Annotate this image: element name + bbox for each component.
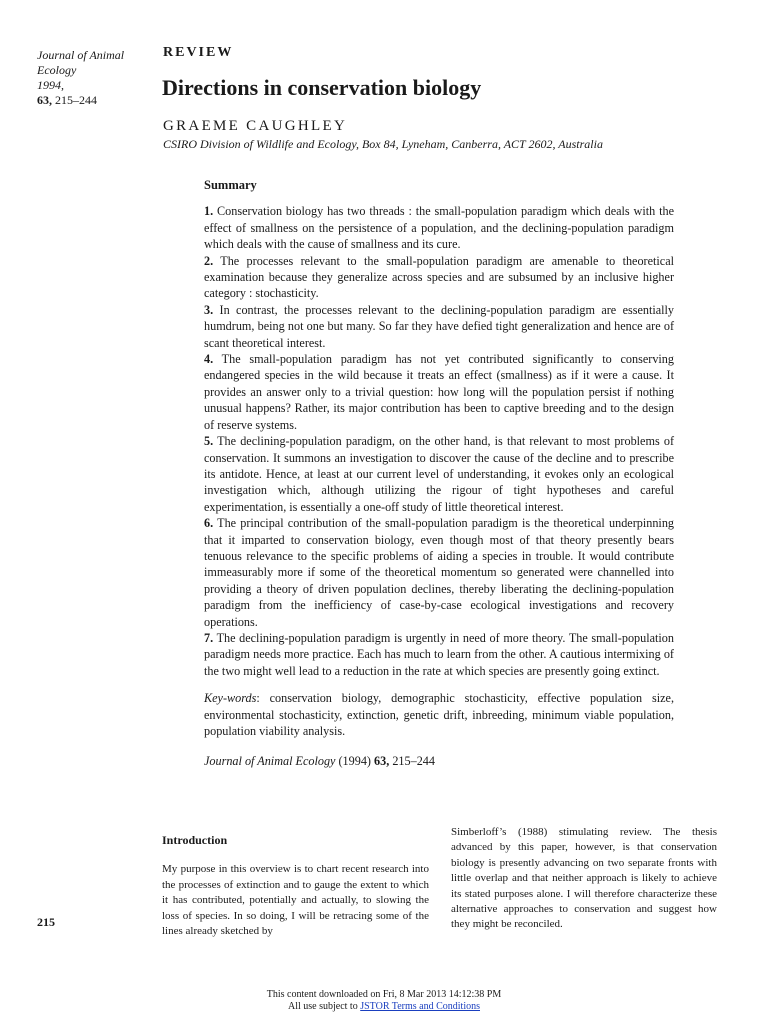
jstor-terms-link[interactable]: JSTOR Terms and Conditions	[360, 1001, 480, 1012]
summary-point-5	[204, 433, 674, 515]
journal-name: Journal of Animal Ecology	[37, 48, 125, 77]
summary-point-3	[204, 302, 674, 351]
summary-point-number: 1.	[204, 204, 214, 219]
download-footer	[0, 989, 768, 1013]
summary-section	[204, 177, 674, 770]
keywords-text: : conservation biology, demographic stochasticity, effective population size, environmental stochasticity, extinction, genetic drift, inbreeding, minimum viable population, population viability analysis.	[204, 691, 674, 738]
summary-point-1	[204, 203, 674, 252]
author-name: GRAEME CAUGHLEY	[163, 118, 348, 134]
summary-point-number: 7.	[204, 630, 214, 645]
keywords	[204, 690, 674, 739]
summary-heading: Summary	[204, 178, 257, 192]
summary-point-number: 2.	[204, 253, 214, 268]
summary-point-7	[204, 630, 674, 679]
summary-point-number: 3.	[204, 302, 214, 317]
summary-point-number: 6.	[204, 516, 214, 531]
citation-line	[204, 753, 674, 769]
summary-point-text: The small-population paradigm has not yet contributed significantly to conserving endangered species in the wild because it treats an effect (smallness) as if it were a cause. It provides an answer only to a trivial question: how long will the population persist if nothing unusual happens? Rather, its major contribution has been to captive breeding and to the design of reserve systems.	[204, 352, 674, 432]
summary-point-text: The declining-population paradigm, on the other hand, is that relevant to most problems of conservation. It summons an investigation to discover the cause of the decline and to prescribe its antidote. Hence, at least at our current level of understanding, it evokes only an ecological investigation which, although utilizing the rigour of tight hypotheses and careful experimentation, is essentially a one-off study of little theoretical interest.	[204, 434, 674, 514]
journal-pages: 215–244	[55, 93, 97, 107]
summary-point-6	[204, 515, 674, 630]
journal-year: 1994,	[37, 78, 64, 92]
body-left-column	[162, 833, 429, 939]
summary-point-text: The principal contribution of the small-population paradigm is the theoretical underpinning that it imparted to conservation biology, even though most of that theory presently bears tenuous relevance to the specific problems of aiding a species in trouble. It would contribute immeasurably more if some of the theoretical momentum so generated were channelled into providing a theory of driven population declines, thereby liberating the declining-population paradigm from the inefficiency of case-by-case ecological investigations and recovery operations.	[204, 516, 675, 629]
journal-reference	[37, 48, 157, 108]
citation-year: (1994)	[338, 754, 371, 769]
page-number: 215	[37, 915, 55, 929]
journal-volume: 63,	[37, 93, 52, 107]
article-title: Directions in conservation biology	[162, 75, 482, 100]
download-notice: This content downloaded on Fri, 8 Mar 2013 14:12:38 PM	[266, 989, 502, 1000]
introduction-heading: Introduction	[162, 833, 228, 847]
section-label: REVIEW	[163, 45, 234, 60]
summary-point-text: In contrast, the processes relevant to the declining-population paradigm are essentially humdrum, being not one but many. So far they have defied tight generalization and hence are of scant theoretical interest.	[204, 302, 675, 350]
summary-point-2	[204, 253, 674, 302]
summary-point-number: 4.	[204, 352, 214, 367]
summary-point-text: The declining-population paradigm is urgently in need of more theory. The small-population paradigm needs more practice. Each has much to learn from the other. A cautious intermixing of the two might well lead to a reduction in the rate at which species are presently going extinct.	[204, 630, 674, 678]
citation-volume: 63,	[374, 754, 390, 769]
summary-point-text: The processes relevant to the small-population paradigm are amenable to theoretical examination because they generalize across species and are subsumed by an inclusive higher category : stochasticity.	[204, 253, 674, 301]
summary-point-text: Conservation biology has two threads : the small-population paradigm which deals with the effect of smallness on the persistence of a population, and the declining-population paradigm which deals with the cause of smallness and its cure.	[204, 204, 675, 252]
keywords-label: Key-words	[204, 691, 257, 706]
introduction-paragraph: My purpose in this overview is to chart recent research into the processes of extinction and to gauge the extent to which it has contributed, potentially and actually, to slowing the loss of species. In so doing, I will be retracing some of the lines already sketched by	[162, 863, 429, 938]
citation-journal: Journal of Animal Ecology	[204, 754, 336, 769]
citation-pages: 215–244	[392, 754, 435, 769]
summary-point-number: 5.	[204, 434, 214, 449]
terms-line	[0, 1001, 768, 1013]
terms-prefix: All use subject to	[288, 1001, 358, 1012]
body-paragraph: Simberloff’s (1988) stimulating review. The thesis advanced by this paper, however, is that conservation biology is presently advancing on two separate fronts with little overlap and that neither approach is likely to achieve its stated purposes alone. I will therefore characterize these alternative approaches to conservation and suggest how they might be reconciled.	[451, 826, 717, 931]
author-affiliation: CSIRO Division of Wildlife and Ecology, Box 84, Lyneham, Canberra, ACT 2602, Australia	[163, 137, 603, 151]
summary-point-4	[204, 351, 674, 433]
body-right-column	[451, 825, 717, 933]
